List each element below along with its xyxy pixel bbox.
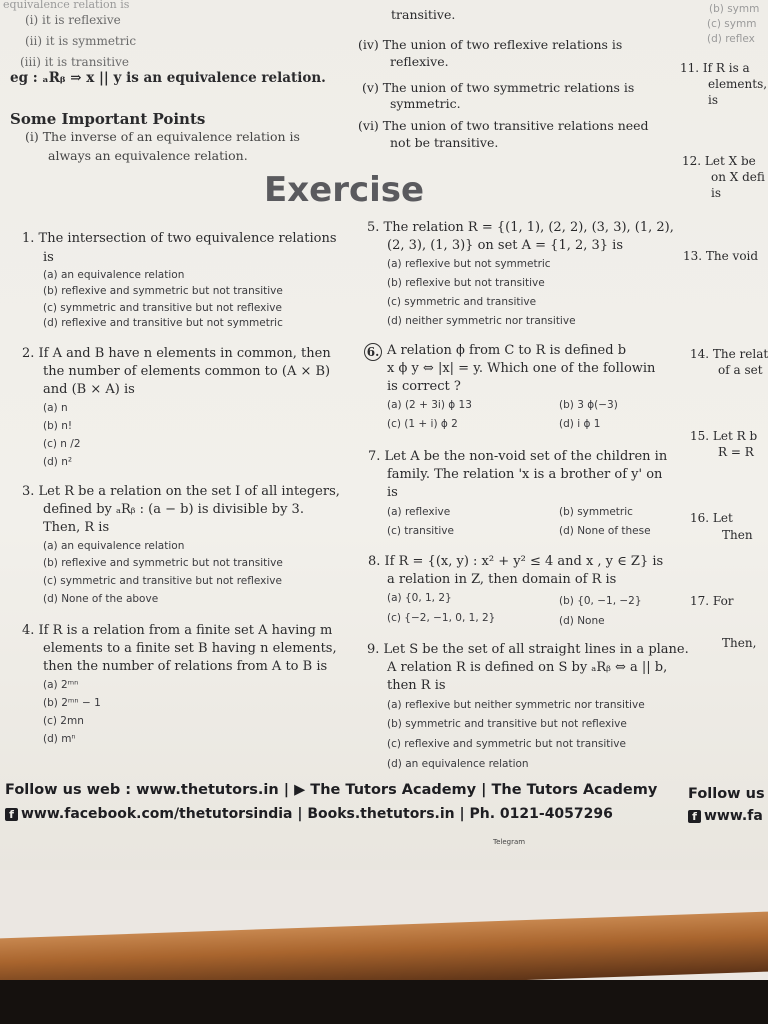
property-symmetric: (ii) it is symmetric	[25, 34, 137, 48]
q8-text: 8. If R = {(x, y) : x² + y² ≤ 4 and x , y ∈ Z} is	[368, 554, 664, 569]
q4-option-c: (c) 2mn	[43, 715, 84, 727]
q6-text-2: x ϕ y ⇔ |x| = y. Which one of the followin	[387, 361, 656, 376]
property-reflexive: (i) it is reflexive	[25, 13, 121, 27]
q12-text-3: is	[711, 186, 721, 200]
q7-text: 7. Let A be the non-void set of the children in	[368, 449, 668, 464]
q2-option-a: (a) n	[43, 402, 68, 414]
q3-text-3: Then, R is	[43, 520, 110, 535]
right-option-c: (c) symm	[707, 18, 757, 30]
property-transitive: (iii) it is transitive	[20, 55, 129, 69]
dark-floor	[0, 980, 768, 1024]
q5-option-d: (d) neither symmetric nor transitive	[387, 315, 576, 327]
q8-option-c: (c) {−2, −1, 0, 1, 2}	[387, 612, 496, 624]
footer-right-follow: Follow us	[688, 786, 765, 802]
q9-option-b: (b) symmetric and transitive but not reflexive	[387, 718, 627, 730]
right-option-b: (b) symm	[709, 3, 760, 15]
q11-text-2: elements,	[708, 77, 768, 91]
example-line: eg : ₐRᵦ ⇒ x || y is an equivalence relation.	[10, 70, 326, 86]
q9-text: 9. Let S be the set of all straight lines in a plane.	[367, 642, 689, 657]
q7-option-b: (b) symmetric	[559, 506, 633, 518]
q16-text: 16. Let	[690, 511, 733, 525]
q1-option-d: (d) reflexive and transitive but not symmetric	[43, 317, 283, 329]
q17-text-2: Then,	[722, 636, 757, 650]
q11-text: 11. If R is a	[680, 61, 750, 75]
q15-text-2: R = R	[718, 445, 754, 459]
q9-option-d: (d) an equivalence relation	[387, 758, 529, 770]
q3-option-a: (a) an equivalence relation	[43, 540, 185, 552]
q6-text: A relation ϕ from C to R is defined b	[387, 343, 627, 358]
q3-option-b: (b) reflexive and symmetric but not transitive	[43, 557, 283, 569]
important-point-1-cont: always an equivalence relation.	[48, 148, 248, 163]
q1-text: 1. The intersection of two equivalence relations	[22, 231, 337, 246]
faded-top-line: equivalence relation is	[3, 0, 130, 11]
section-heading: Some Important Points	[10, 110, 206, 128]
q2-option-b: (b) n!	[43, 420, 73, 432]
important-point-1: (i) The inverse of an equivalence relation is	[25, 129, 300, 144]
facebook-icon: f	[5, 808, 18, 821]
q4-option-b: (b) 2ᵐⁿ − 1	[43, 697, 101, 709]
q17-text: 17. For	[690, 594, 734, 608]
q4-option-d: (d) mⁿ	[43, 733, 76, 745]
union-transitive: (vi) The union of two transitive relations need	[358, 118, 649, 133]
q12-text: 12. Let X be	[682, 154, 756, 168]
footer-right-fb	[688, 808, 763, 824]
q8-text-2: a relation in Z, then domain of R is	[387, 572, 617, 587]
facebook-icon-2: f	[688, 810, 701, 823]
q9-option-a: (a) reflexive but neither symmetric nor transitive	[387, 699, 645, 711]
q5-text: 5. The relation R = {(1, 1), (2, 2), (3, 3), (1, 2),	[367, 220, 674, 235]
union-symmetric-cont: symmetric.	[390, 96, 461, 111]
union-reflexive: (iv) The union of two reflexive relations is	[358, 37, 623, 52]
q5-option-c: (c) symmetric and transitive	[387, 296, 537, 308]
q1-option-b: (b) reflexive and symmetric but not transitive	[43, 285, 283, 297]
q3-text: 3. Let R be a relation on the set I of all integers,	[22, 484, 340, 499]
q2-text-2: the number of elements common to (A × B)	[43, 364, 331, 379]
q6-text-3: is correct ?	[387, 379, 461, 394]
q6-number: 6.	[364, 343, 382, 361]
q6-option-b: (b) 3 ϕ(−3)	[559, 399, 618, 411]
q1-text-2: is	[43, 250, 54, 265]
q9-text-2: A relation R is defined on S by ₐRᵦ ⇔ a || b,	[387, 660, 668, 675]
q6-option-d: (d) i ϕ 1	[559, 418, 601, 430]
q1-option-a: (a) an equivalence relation	[43, 269, 185, 281]
q1-option-c: (c) symmetric and transitive but not reflexive	[43, 302, 282, 314]
q4-text: 4. If R is a relation from a finite set A having m	[22, 623, 333, 638]
q8-option-a: (a) {0, 1, 2}	[387, 592, 452, 604]
q13-text: 13. The void	[683, 249, 759, 263]
q14-text-2: of a set	[718, 363, 763, 377]
q14-text: 14. The relat	[690, 347, 768, 361]
q2-option-d: (d) n²	[43, 456, 73, 468]
transitive-text: transitive.	[391, 7, 456, 22]
union-symmetric: (v) The union of two symmetric relations is	[362, 80, 635, 95]
q9-text-3: then R is	[387, 678, 446, 693]
desk-background	[0, 870, 768, 1024]
q4-option-a: (a) 2ᵐⁿ	[43, 679, 79, 691]
q6-option-a: (a) (2 + 3i) ϕ 13	[387, 399, 472, 411]
q8-option-b: (b) {0, −1, −2}	[559, 595, 642, 607]
q16-text-2: Then	[722, 528, 753, 542]
telegram-label: Telegram	[493, 838, 526, 846]
q6-option-c: (c) (1 + i) ϕ 2	[387, 418, 458, 430]
footer-facebook-line	[5, 806, 613, 822]
q3-option-d: (d) None of the above	[43, 593, 159, 605]
q12-text-2: on X defi	[711, 170, 765, 184]
exercise-title: Exercise	[264, 170, 425, 210]
q2-option-c: (c) n /2	[43, 438, 81, 450]
q7-option-a: (a) reflexive	[387, 506, 451, 518]
union-reflexive-cont: reflexive.	[390, 54, 449, 69]
q7-text-3: is	[387, 485, 398, 500]
q7-text-2: family. The relation 'x is a brother of y' on	[387, 467, 663, 482]
q5-option-a: (a) reflexive but not symmetric	[387, 258, 551, 270]
q2-text: 2. If A and B have n elements in common, then	[22, 346, 331, 361]
q7-option-d: (d) None of these	[559, 525, 651, 537]
q4-text-2: elements to a finite set B having n elements,	[43, 641, 337, 656]
q15-text: 15. Let R b	[690, 429, 758, 443]
q5-text-2: (2, 3), (1, 3)} on set A = {1, 2, 3} is	[387, 238, 624, 253]
footer-right-fb-text: www.fa	[704, 808, 763, 824]
q2-text-3: and (B × A) is	[43, 382, 135, 397]
q3-option-c: (c) symmetric and transitive but not reflexive	[43, 575, 282, 587]
footer-web-line: Follow us web : www.thetutors.in | ▶ The Tutors Academy | The Tutors Academy	[5, 782, 658, 798]
q9-option-c: (c) reflexive and symmetric but not transitive	[387, 738, 626, 750]
footer-facebook-text: www.facebook.com/thetutorsindia | Books.thetutors.in | Ph. 0121-4057296	[21, 806, 613, 822]
right-option-d: (d) reflex	[707, 33, 755, 45]
q5-option-b: (b) reflexive but not transitive	[387, 277, 545, 289]
q7-option-c: (c) transitive	[387, 525, 454, 537]
q4-text-3: then the number of relations from A to B is	[43, 659, 328, 674]
q8-option-d: (d) None	[559, 615, 605, 627]
q3-text-2: defined by ₐRᵦ : (a − b) is divisible by 3.	[43, 502, 304, 517]
q11-text-3: is	[708, 93, 718, 107]
union-transitive-cont: not be transitive.	[390, 135, 499, 150]
